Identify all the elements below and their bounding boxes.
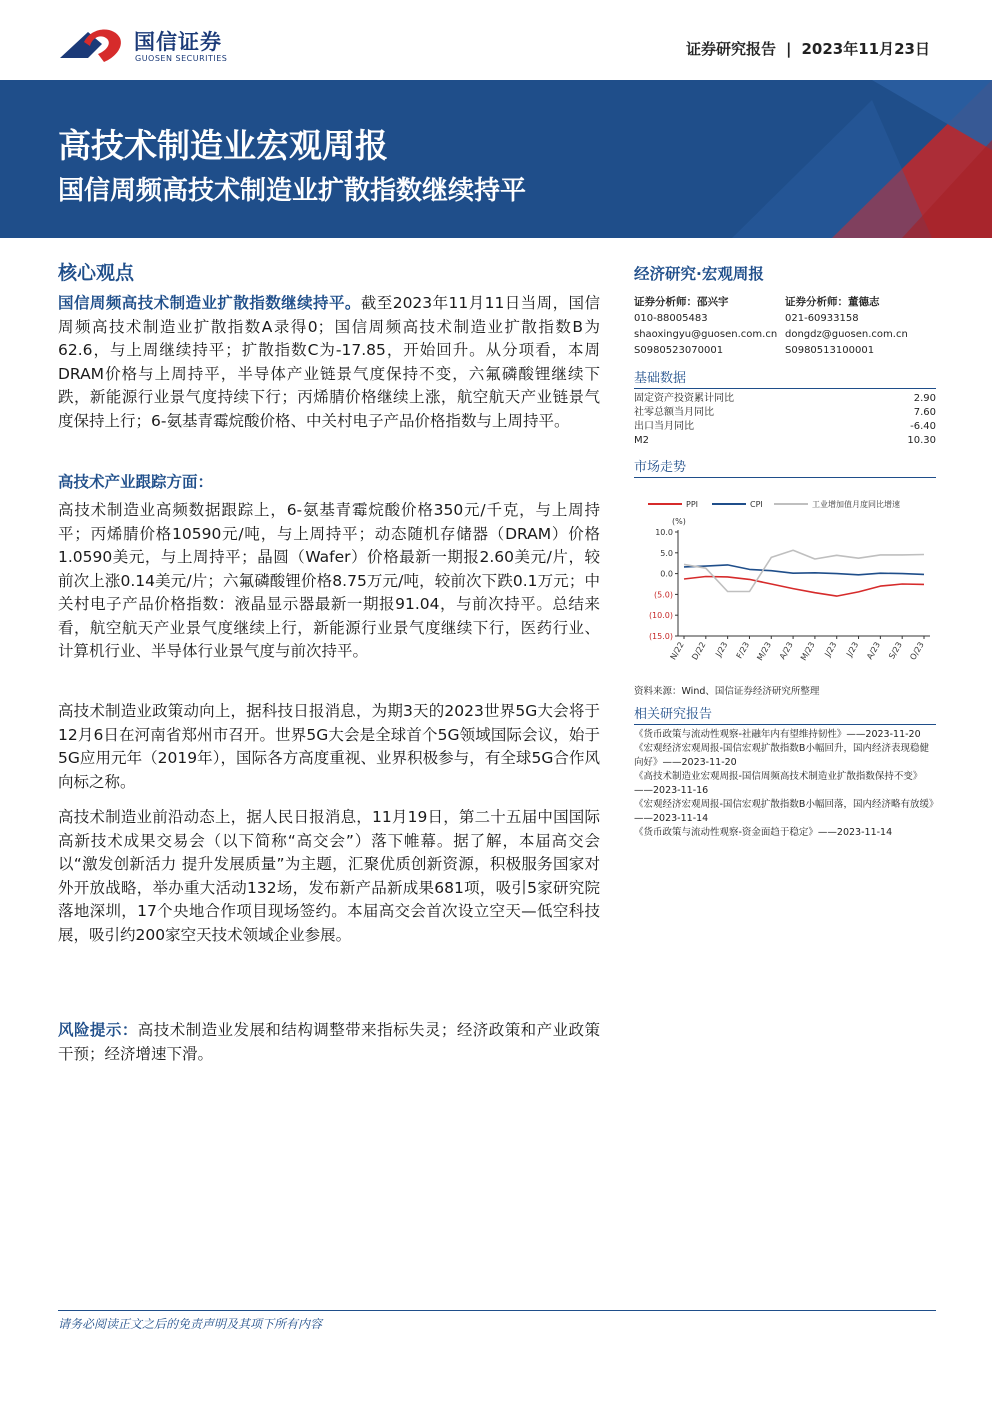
related-reports-title: 相关研究报告 <box>634 703 936 725</box>
x-tick-label: S/23 <box>887 640 904 661</box>
related-report-item[interactable]: 《宏观经济宏观周报-国信宏观扩散指数B小幅回升，国内经济表现稳健向好》——2023-11-20 <box>634 743 929 768</box>
related-report-item[interactable]: 《高技术制造业宏观周报-国信周频高技术制造业扩散指数保持不变》——2023-11-16 <box>634 771 923 796</box>
analyst-1-cert: S0980523070001 <box>634 345 724 356</box>
report-meta <box>686 38 930 59</box>
basic-data-value: 2.90 <box>913 393 936 404</box>
x-tick-label: A/23 <box>865 640 883 661</box>
core-view-text: 截至2023年11月11日当周，国信周频高技术制造业扩散指数A录得0；国信周频高技术制造业扩散指数B为62.6，与上周继续持平；扩散指数C为-17.85，开始回升。从分项看，本周DRAM价格与上周持平，半导体产业链景气度保持不变，六氟磷酸锂继续下跌，新能源行业景气度持续下行；丙烯腈价格继续上涨，航空航天产业链景气度保持上行；6-氨基青霉烷酸价格、中关村电子产品价格指数与上周持平。 <box>58 294 600 430</box>
report-date: 2023年11月23日 <box>801 40 930 58</box>
x-tick-label: J/23 <box>823 640 839 659</box>
macro-line-chart <box>634 490 936 678</box>
analyst-2-title: 证券分析师：董德志 <box>785 296 880 308</box>
series-line <box>684 565 924 575</box>
table-row <box>634 434 936 448</box>
sidebar-heading: 经济研究·宏观周报 <box>634 265 764 283</box>
risk-text: 高技术制造业发展和结构调整带来指标失灵；经济政策和产业政策干预；经济增速下滑。 <box>58 1021 600 1063</box>
y-tick-label: 10.0 <box>655 528 673 537</box>
y-tick-label: 0.0 <box>660 569 673 579</box>
logo-mark-icon <box>58 24 128 68</box>
x-tick-label: D/22 <box>690 640 708 662</box>
company-logo <box>58 24 238 70</box>
y-tick-label: 5.0 <box>660 548 673 558</box>
analyst-2 <box>785 294 908 359</box>
analyst-1-phone: 010-88005483 <box>634 313 708 324</box>
risk-paragraph <box>58 1019 600 1066</box>
core-view-paragraph-1 <box>58 292 600 433</box>
analyst-1 <box>634 294 777 359</box>
report-type: 证券研究报告 <box>686 40 777 58</box>
related-report-item[interactable]: 《宏观经济宏观周报-国信宏观扩散指数B小幅回落，国内经济略有放缓》——2023-11-14 <box>634 799 934 824</box>
header-separator: | <box>786 40 792 58</box>
basic-data-value: 7.60 <box>913 407 936 418</box>
market-trend-title: 市场走势 <box>634 456 936 478</box>
basic-data-title: 基础数据 <box>634 367 936 389</box>
basic-data-value: -6.40 <box>910 421 936 432</box>
related-reports-list <box>634 728 936 840</box>
x-tick-label: J/23 <box>844 640 861 659</box>
logo-text-cn: 国信证券 <box>134 30 222 54</box>
core-view-heading: 核心观点 <box>58 262 135 284</box>
basic-data-table <box>634 392 936 448</box>
related-report-item[interactable]: 《货币政策与流动性观察-社融年内有望维持韧性》——2023-11-20 <box>634 729 921 740</box>
frontier-paragraph: 高技术制造业前沿动态上，据人民日报消息，11月19日，第二十五届中国国际高新技术成果交易会（以下简称“高交会”）落下帷幕。据了解，本届高交会以“激发创新活力 提升发展质量”为主题，汇聚优质创新资源，积极服务国家对外开放战略，举办重大活动132场，发布新产品新成果681项，吸引5家研究院落地深圳，17个央地合作项目现场签约。本届高交会首次设立空天—低空科技展，吸引约200家空天技术领域企业参展。 <box>58 808 600 944</box>
y-tick-label: (5.0) <box>654 590 673 600</box>
x-tick-label: M/23 <box>798 640 817 663</box>
industry-tracking-heading: 高技术产业跟踪方面： <box>58 473 214 491</box>
analyst-2-cert: S0980513100001 <box>785 345 875 356</box>
footer-divider <box>58 1310 936 1311</box>
policy-paragraph: 高技术制造业政策动向上，据科技日报消息，为期3天的2023世界5G大会将于12月6日在河南省郑州市召开。世界5G大会是全球首个5G领域国际会议，始于5G应用元年（2019年），国际各方高度重视、业界积极参与，有全球5G合作风向标之称。 <box>58 702 600 791</box>
x-tick-label: N/22 <box>668 640 686 662</box>
table-row <box>634 406 936 420</box>
page-subtitle: 国信周频高技术制造业扩散指数继续持平 <box>58 176 527 206</box>
analyst-2-phone: 021-60933158 <box>785 313 859 324</box>
x-tick-label: J/23 <box>713 640 730 659</box>
analyst-2-email[interactable]: dongdz@guosen.com.cn <box>785 329 908 340</box>
y-tick-label: (10.0) <box>648 611 673 621</box>
basic-data-label: 社零总额当月同比 <box>634 407 714 418</box>
x-tick-label: F/23 <box>734 640 752 661</box>
table-row <box>634 420 936 434</box>
y-axis-unit: (%) <box>672 517 686 526</box>
legend-label: 工业增加值月度同比增速 <box>812 500 900 509</box>
table-row <box>634 392 936 406</box>
basic-data-label: M2 <box>634 435 649 446</box>
banner-decoration <box>572 80 992 238</box>
basic-data-value: 10.30 <box>907 435 936 446</box>
core-view-lead: 国信周频高技术制造业扩散指数继续持平。 <box>58 294 361 312</box>
legend-label: CPI <box>750 500 763 509</box>
logo-text-en: GUOSEN SECURITIES <box>135 54 228 63</box>
legend-label: PPI <box>686 500 699 509</box>
footer-disclaimer: 请务必阅读正文之后的免责声明及其项下所有内容 <box>58 1317 323 1331</box>
series-line <box>684 577 924 597</box>
basic-data-label: 固定资产投资累计同比 <box>634 393 734 404</box>
tracking-paragraph: 高技术制造业高频数据跟踪上，6-氨基青霉烷酸价格350元/千克，与上周持平；丙烯腈价格10590元/吨，与上周持平；动态随机存储器（DRAM）价格1.0590美元，与上周持平；晶圆（Wafer）价格最新一期报2.60美元/片，较前次上涨0.14美元/片；六氟磷酸锂价格8.75万元/吨，较前次下跌0.1万元；中关村电子产品价格指数：液晶显示器最新一期报91.04，与前次持平。总结来看，航空航天产业景气度继续上行，新能源行业景气度继续下行，医药行业、计算机行业、半导体行业景气度与前次持平。 <box>58 501 600 660</box>
related-report-item[interactable]: 《货币政策与流动性观察-资金面趋于稳定》——2023-11-14 <box>634 827 893 838</box>
page-title: 高技术制造业宏观周报 <box>58 126 388 165</box>
chart-source: 资料来源：Wind、国信证券经济研究所整理 <box>634 686 820 697</box>
x-tick-label: O/23 <box>908 640 926 662</box>
basic-data-label: 出口当月同比 <box>634 421 694 432</box>
analyst-1-title: 证券分析师：邵兴宇 <box>634 296 729 308</box>
y-tick-label: (15.0) <box>648 632 673 641</box>
x-tick-label: M/23 <box>755 640 774 663</box>
analyst-1-email[interactable]: shaoxingyu@guosen.com.cn <box>634 329 778 340</box>
x-tick-label: A/23 <box>777 640 795 661</box>
risk-lead: 风险提示： <box>58 1021 138 1039</box>
